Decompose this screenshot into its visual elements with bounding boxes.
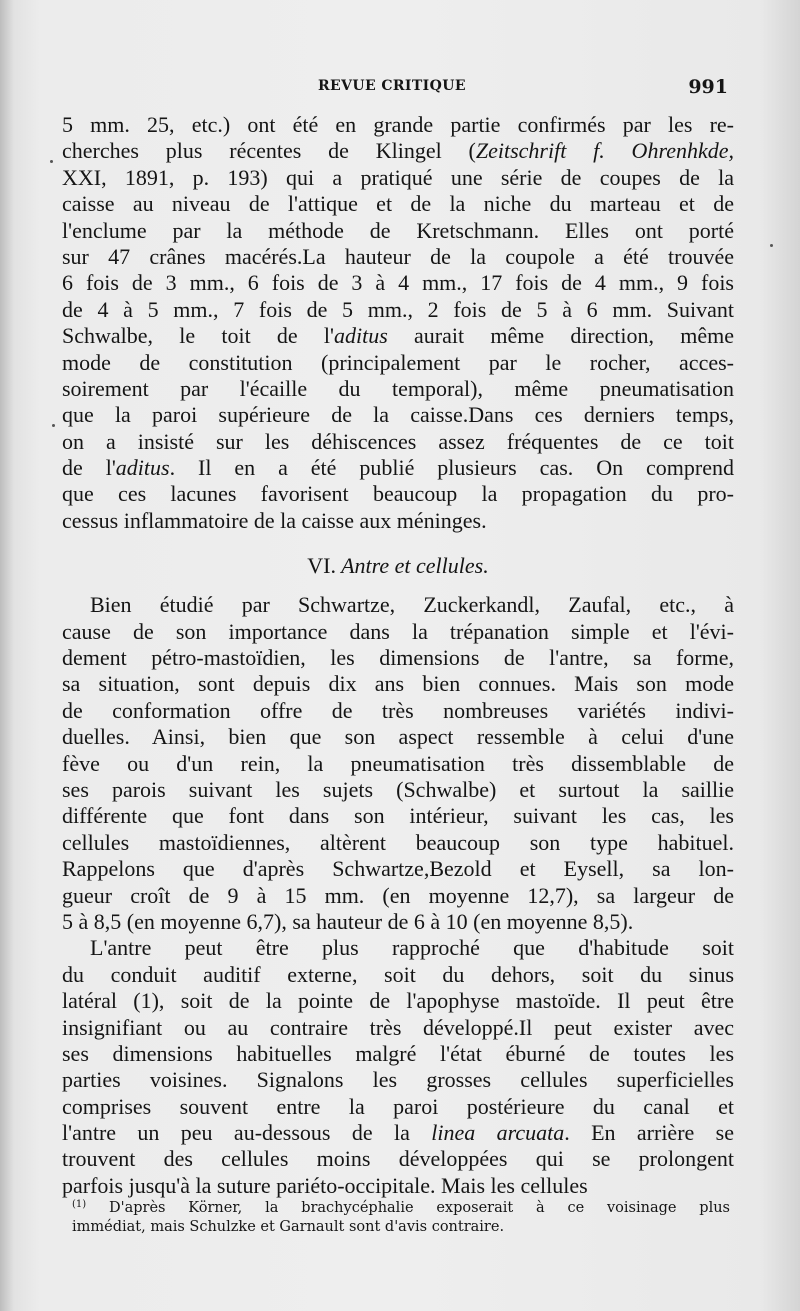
text-line: sur 47 crânes macérés.La hauteur de la coupole a été trouvée — [62, 243, 734, 269]
text-line: 5 à 8,5 (en moyenne 6,7), sa hauteur de 6 à 10 (en moyenne 8,5). — [62, 908, 634, 934]
text-line: ses parois suivant les sujets (Schwalbe) et surtout la saillie — [62, 776, 734, 802]
margin-speck — [770, 244, 773, 247]
text-line: gueur croît de 9 à 15 mm. (en moyenne 12,7), sa largeur de — [62, 882, 734, 908]
text-line: sa situation, sont depuis dix ans bien connues. Mais son mode — [62, 671, 734, 697]
text-line: trouvent des cellules moins développées qui se prolongent — [62, 1146, 734, 1172]
text-line: duelles. Ainsi, bien que son aspect ressemble à celui d'une — [62, 724, 734, 750]
text-line: de 4 à 5 mm., 7 fois de 5 mm., 2 fois de 5 à 6 mm. Suivant — [62, 296, 734, 322]
page-number: 991 — [688, 76, 728, 98]
text-line: L'antre peut être plus rapproché que d'habitude soit — [90, 935, 734, 961]
section-title: Antre et cellules. — [341, 553, 489, 579]
footnote-marker: (1) — [72, 1199, 87, 1210]
text-line: l'enclume par la méthode de Kretschmann. Elles ont porté — [62, 217, 734, 243]
text-line: cellules mastoïdiennes, altèrent beaucoup son type habituel. — [62, 829, 734, 855]
text-line: on a insisté sur les déhiscences assez fréquentes de ce toit — [62, 428, 734, 454]
text-line: parties voisines. Signalons les grosses cellules superficielles — [62, 1067, 734, 1093]
text-line: que la paroi supérieure de la caisse.Dans ces derniers temps, — [62, 402, 734, 428]
text-line: cherches plus récentes de Klingel (Zeitschrift f. Ohrenhkde, — [62, 138, 734, 164]
text-line: comprises souvent entre la paroi postérieure du canal et — [62, 1093, 734, 1119]
text-line: 6 fois de 3 mm., 6 fois de 3 à 4 mm., 17 fois de 4 mm., 9 fois — [62, 270, 734, 296]
footnote-line: immédiat, mais Schulzke et Garnault sont d'avis contraire. — [72, 1219, 505, 1235]
paragraph-2 — [62, 592, 734, 935]
running-title: REVUE CRITIQUE — [318, 78, 466, 94]
paragraph-1 — [62, 112, 734, 534]
text-line: mode de constitution (principalement par le rocher, acces- — [62, 349, 734, 375]
text-line: XXI, 1891, p. 193) qui a pratiqué une série de coupes de la — [62, 164, 734, 190]
text-line: soirement par l'écaille du temporal), même pneumatisation — [62, 375, 734, 401]
text-line: du conduit auditif externe, soit du dehors, soit du sinus — [62, 961, 734, 987]
text-line: que ces lacunes favorisent beaucoup la propagation du pro- — [62, 481, 734, 507]
text-line: fève ou d'un rein, la pneumatisation très dissemblable de — [62, 750, 734, 776]
footnote-line: $^{(1)}$ D'après Körner, la brachycéphalie exposerait à ce voisinage plus — [72, 1199, 730, 1216]
text-line: de conformation offre de très nombreuses variétés indivi- — [62, 697, 734, 723]
section-heading — [62, 534, 734, 592]
text-line: insignifiant ou au contraire très développé.Il peut exister avec — [62, 1014, 734, 1040]
text-line: latéral (1), soit de la pointe de l'apophyse mastoïde. Il peut être — [62, 988, 734, 1014]
text-line: 5 mm. 25, etc.) ont été en grande partie confirmés par les re- — [62, 112, 734, 137]
text-line: Bien étudié par Schwartze, Zuckerkandl, Zaufal, etc., à — [90, 592, 734, 618]
margin-speck — [50, 160, 53, 163]
text-line: de l'aditus. Il en a été publié plusieurs cas. On comprend — [62, 455, 734, 481]
text-line: dement pétro-mastoïdien, les dimensions de l'antre, sa forme, — [62, 645, 734, 671]
footnote — [72, 1194, 730, 1238]
text-line: différente que font dans son intérieur, suivant les cas, les — [62, 803, 734, 829]
text-line: parfois jusqu'à la suture pariéto-occipitale. Mais les cellules — [62, 1172, 588, 1198]
text-line: cessus inflammatoire de la caisse aux méninges. — [62, 507, 487, 533]
text-line: ses dimensions habituelles malgré l'état éburné de toutes les — [62, 1040, 734, 1066]
text-line: Rappelons que d'après Schwartze,Bezold et Eysell, sa lon- — [62, 856, 734, 882]
footnote-text — [72, 1194, 730, 1238]
running-head — [64, 76, 734, 102]
margin-speck — [52, 424, 55, 427]
text-line: caisse au niveau de l'attique et de la niche du marteau et de — [62, 191, 734, 217]
text-line: Schwalbe, le toit de l'aditus aurait même direction, même — [62, 323, 734, 349]
text-line: cause de son importance dans la trépanation simple et l'évi- — [62, 618, 734, 644]
body-text — [62, 112, 734, 1199]
text-line: l'antre un peu au-dessous de la linea arcuata. En arrière se — [62, 1120, 734, 1146]
paragraph-3 — [62, 935, 734, 1199]
section-number: VI. — [307, 553, 336, 579]
